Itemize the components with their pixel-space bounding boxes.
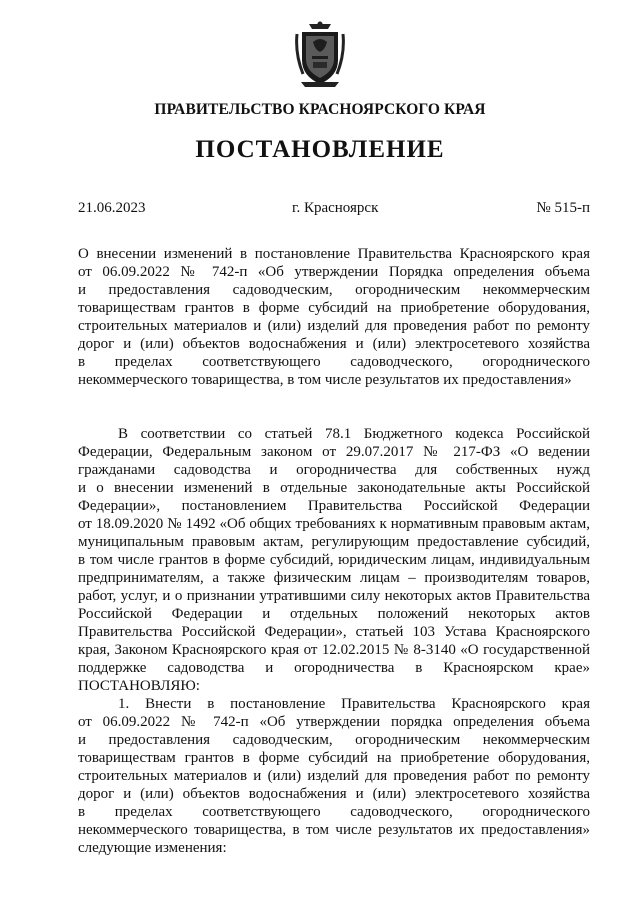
coat-of-arms-icon xyxy=(295,20,345,90)
preamble-line: работ, услуг, и о признании утратившими силу некоторых актов Правительства xyxy=(78,588,590,604)
preamble-line: предпринимателям, а также физическим лицам – производителям товаров, xyxy=(78,570,590,586)
preamble-line: края, Законом Красноярского края от 12.02.2015 № 8-3140 «О государственной xyxy=(78,642,590,658)
item-line: строительных материалов и (или) изделий для проведения работ по ремонту xyxy=(78,768,590,784)
subject-line: О внесении изменений в постановление Правительства Красноярского края xyxy=(78,246,590,262)
item-line: и предоставления садоводческим, огородническим некоммерческим xyxy=(78,732,590,748)
document-number: № 515-п xyxy=(536,200,590,216)
subject-line: в пределах соответствующего садоводческого, огороднического xyxy=(78,354,590,370)
item-line: товариществам грантов в форме субсидий на приобретение оборудования, xyxy=(78,750,590,766)
item-line: дорог и (или) объектов водоснабжения и (или) электросетевого хозяйства xyxy=(78,786,590,802)
preamble-line: Федерации, Федеральным законом от 29.07.2017 № 217-ФЗ «О ведении xyxy=(78,444,590,460)
preamble-line: муниципальным правовым актам, регулирующим предоставление субсидий, xyxy=(78,534,590,550)
subject-line: и предоставления садоводческим, огородническим некоммерческим xyxy=(78,282,590,298)
government-title: ПРАВИТЕЛЬСТВО КРАСНОЯРСКОГО КРАЯ xyxy=(154,101,486,118)
preamble-line: поддержке садоводства и огородничества в Красноярском крае» xyxy=(78,660,590,676)
preamble-line: В соответствии со статьей 78.1 Бюджетного кодекса Российской xyxy=(118,426,590,442)
preamble-line: от 18.09.2020 № 1492 «Об общих требованиях к нормативным правовым актам, xyxy=(78,516,590,532)
item-line: от 06.09.2022 № 742-п «Об утверждении порядка определения объема xyxy=(78,714,590,730)
subject-line: от 06.09.2022 № 742-п «Об утверждении Порядка определения объема xyxy=(78,264,590,280)
item-line: в пределах соответствующего садоводческого, огороднического xyxy=(78,804,590,820)
subject-line: товариществам грантов в форме субсидий на приобретение оборудования, xyxy=(78,300,590,316)
preamble-line: в том числе грантов в форме субсидий, юридическим лицам, индивидуальным xyxy=(78,552,590,568)
preamble-line: и о внесении изменений в отдельные законодательные акты Российской xyxy=(78,480,590,496)
preamble-line: Правительства Российской Федерации», статьей 103 Устава Красноярского xyxy=(78,624,590,640)
resolution-word: ПОСТАНОВЛЯЮ: xyxy=(78,678,200,694)
subject-line: строительных материалов и (или) изделий для проведения работ по ремонту xyxy=(78,318,590,334)
preamble-line: гражданами садоводства и огородничества для собственных нужд xyxy=(78,462,590,478)
subject-line: некоммерческого товарищества, в том числе результатов их предоставления» xyxy=(78,372,572,388)
item-line: некоммерческого товарищества, в том числе результатов их предоставления» xyxy=(78,822,590,838)
document-city: г. Красноярск xyxy=(292,200,379,216)
preamble-line: Российской Федерации и отдельных положений некоторых актов xyxy=(78,606,590,622)
subject-line: дорог и (или) объектов водоснабжения и (или) электросетевого хозяйства xyxy=(78,336,590,352)
preamble-line: Федерации», постановлением Правительства Российской Федерации xyxy=(78,498,590,514)
item-line: следующие изменения: xyxy=(78,840,227,856)
document-type-title: ПОСТАНОВЛЕНИЕ xyxy=(195,136,445,163)
item-line: 1. Внести в постановление Правительства Красноярского края xyxy=(118,696,590,712)
document-date: 21.06.2023 xyxy=(78,200,146,216)
